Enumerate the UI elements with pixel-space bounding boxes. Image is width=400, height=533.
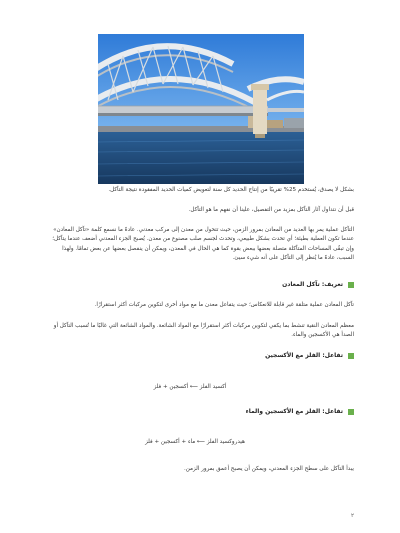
heading-reaction-oxygen xyxy=(46,352,354,359)
green-square-icon xyxy=(348,282,354,288)
bridge-photo xyxy=(98,34,304,184)
paragraph-5: معظم المعادن النقية تنشط بما يكفي لتكوين مركبات أكثر استقرارًا مع المواد الشائعة. والمواد الشائعة التي غالبًا ما تُسبب التآكل أو الصدأ هي الأكسجين والماء. xyxy=(53,323,354,339)
heading-definition-text: تعريف: تآكل المعادن xyxy=(282,281,343,288)
heading-reaction-oxygen-water-text: تفاعل: الفلز مع الأكسجين والماء xyxy=(245,408,343,415)
equation-metal-oxygen: أكسيد الفلز ⟵ أكسجين + فلز xyxy=(153,384,227,390)
heading-definition xyxy=(46,281,354,288)
green-square-icon xyxy=(348,409,354,415)
paragraph-6: يبدأ التآكل على سطح الجزء المعدني، ويمكن أن يصبح أعمق بمرور الزمن. xyxy=(184,466,354,472)
heading-reaction-oxygen-water xyxy=(46,408,354,415)
paragraph-4: تآكل المعادن عملية متلقة غير قابلة للانعكاس؛ حيث يتفاعل معدن ما مع مواد أخرى لتكوين مركبات أكثر استقرارًا. xyxy=(94,302,354,308)
page-number: ٢ xyxy=(351,513,354,519)
paragraph-3: التآكل عملية يمر بها العديد من المعادن بمرور الزمن، حيث تتحول من معدن إلى مركب معدني. عادةً ما نسمع كلمة «تآكل المعادن» عندما تكون العملية بطيئة؛ أي تحدث بشكل طبيعي، وتحدث لجسم صلب مصنوع من معدن. يُصبح الجزء المعدني أضعف عندما يتآكل؛ وإن تبقّى المساحات المتآكلة متصلة بعضها ببعض بقوة كما هي الحال في المعدن، ويمكن أن ينفصل بعضها عن بعض تمامًا. ولهذا السبب، عادةً ما يُنظر إلى التآكل على أنه شيء سيئ. xyxy=(52,227,354,261)
green-square-icon xyxy=(348,353,354,359)
heading-reaction-oxygen-text: تفاعل: الفلز مع الأكسجين xyxy=(265,352,343,359)
paragraph-2: قبل أن نتداول آثار التآكل بمزيد من التفصيل، علينا أن نفهم ما هو التآكل. xyxy=(188,207,354,213)
equation-metal-oxygen-water: هيدروكسيد الفلز ⟵ ماء + أكسجين + فلز xyxy=(145,439,245,445)
paragraph-1: بشكل لا يصدق، يُستخدم 25% تقريبًا من إنتاج الحديد كل سنة لتعويض كميات الحديد المفقودة نتيجة التآكل. xyxy=(108,187,354,193)
